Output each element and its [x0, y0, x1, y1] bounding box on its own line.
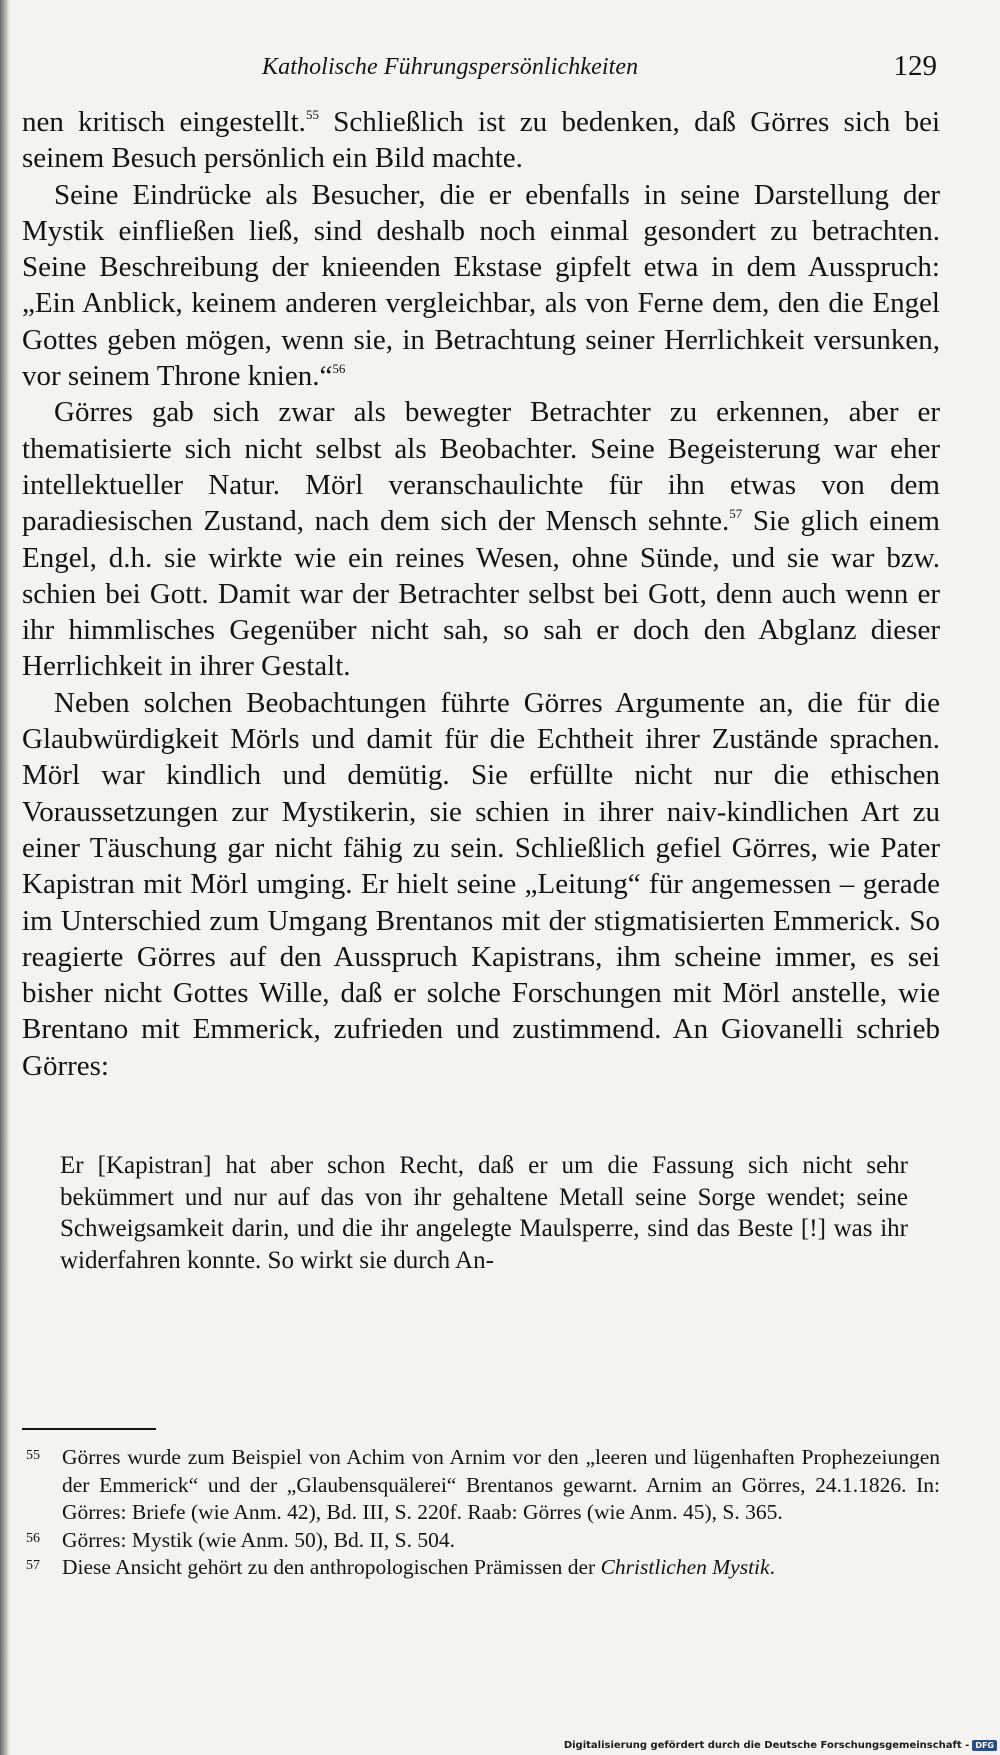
running-head: Katholische Führungspersönlichkeiten: [262, 54, 639, 80]
footnote-55: [22, 1444, 940, 1527]
main-text: [22, 104, 940, 1084]
footnote-divider: [22, 1428, 156, 1430]
footnote-number: 55: [26, 1448, 40, 1463]
block-quote: [60, 1150, 908, 1276]
footnote-text-end: .: [769, 1555, 775, 1579]
footnote-text: Görres wurde zum Beispiel von Achim von Arnim vor den „leeren und lügenhaften Prophezeiungen der Emmerick“ und der „Glaubensquälerei“ Brentanos gewarnt. Arnim an Görres, 24.1.1826. In: Görres: Briefe (wie Anm. 42), Bd. III, S. 220f. Raab: Görres (wie Anm. 45), S. 365.: [62, 1445, 940, 1524]
paragraph-4: Neben solchen Beobachtungen führte Görres Argumente an, die für die Glaubwürdigkeit Mörls und damit für die Echtheit ihrer Zustände sprachen. Mörl war kindlich und demütig. Sie erfüllte nicht nur die ethischen Voraussetzungen zur Mystikerin, sie schien in ihrer naiv-kindlichen Art zu einer Täuschung gar nicht fähig zu sein. Schließlich gefiel Görres, wie Pater Kapistran mit Mörl umging. Er hielt seine „Leitung“ für angemessen – gerade im Unterschied zum Umgang Brentanos mit der stigmatisierten Emmerick. So reagierte Görres auf den Ausspruch Kapistrans, ihm scheine immer, es sei bisher nicht Gottes Wille, daß er solche Forschungen mit Mörl anstelle, wie Brentano mit Emmerick, zufrieden und zustimmend. An Giovanelli schrieb Görres:: [22, 686, 940, 1082]
footnote-number: 56: [26, 1530, 40, 1546]
footnote-number: 57: [26, 1558, 40, 1573]
paragraph-1-text-b: Schließlich ist zu bedenken, daß Görres sich bei seinem Besuch persönlich ein Bild machte.: [22, 106, 940, 175]
paragraph-3: [22, 394, 940, 684]
paragraph-2: [22, 177, 940, 395]
page-binding-shadow: [0, 0, 10, 1755]
footnote-56: [22, 1527, 940, 1555]
digitization-credit-text: Digitalisierung gefördert durch die Deutsche Forschungsgemeinschaft -: [563, 1740, 970, 1751]
paragraph-1-text-a: nen kritisch eingestellt.: [22, 106, 306, 138]
paragraph-2-text: Seine Eindrücke als Besucher, die er ebenfalls in seine Darstellung der Mystik einfließen ließ, sind deshalb noch einmal gesondert zu betrachten. Seine Beschreibung der knieenden Ekstase gipfelt etwa in dem Ausspruch: „Ein Anblick, keinem anderen vergleichbar, als von Ferne dem, den die Engel Gottes geben mögen, wenn sie, in Betrachtung seiner Herrlichkeit versunken, vor seinem Throne knien.“: [22, 178, 940, 393]
footnotes: [22, 1444, 940, 1582]
paragraph-3-text-b: Sie glich einem Engel, d.h. sie wirkte wie ein reines Wesen, ohne Sünde, und sie war bzw. schien bei Gott. Damit war der Betrachter selbst bei Gott, denn auch wenn er ihr himmlisches Gegenüber nicht sah, so sah er doch den Abglanz dieser Herrlichkeit in ihrer Gestalt.: [22, 505, 940, 683]
block-quote-text: Er [Kapistran] hat aber schon Recht, daß er um die Fassung sich nicht sehr bekümmert und nur auf das von ihr gehaltene Metall seine Sorge wendet; seine Schweigsamkeit darin, und die ihr angelegte Maulsperre, sind das Beste [!] was ihr widerfahren konnte. So wirkt sie durch An-: [60, 1152, 908, 1274]
digitization-credit: [564, 1740, 997, 1751]
page-header: [22, 50, 942, 90]
page-number: 129: [893, 50, 937, 82]
paragraph-1: [22, 104, 940, 177]
footnote-ref-57: 57: [729, 506, 743, 522]
footnote-57: [22, 1554, 940, 1582]
footnote-ref-56: 56: [332, 361, 346, 377]
footnote-ref-55: 55: [305, 107, 319, 122]
footnote-text: Görres: Mystik (wie Anm. 50), Bd. II, S. 504.: [62, 1527, 455, 1552]
dfg-logo: DFG: [972, 1740, 997, 1751]
paragraph-3-text-a: Görres gab sich zwar als bewegter Betrachter zu erkennen, aber er thematisierte sich nicht selbst als Beobachter. Seine Begeisterung war eher intellektueller Natur. Mörl veranschaulichte für ihn etwas von dem paradiesischen Zustand, nach dem sich der Mensch sehnte.: [22, 396, 940, 538]
footnote-italic-title: Christlichen Mystik: [600, 1555, 770, 1579]
footnote-text: Diese Ansicht gehört zu den anthropologischen Prämissen der: [62, 1555, 601, 1579]
